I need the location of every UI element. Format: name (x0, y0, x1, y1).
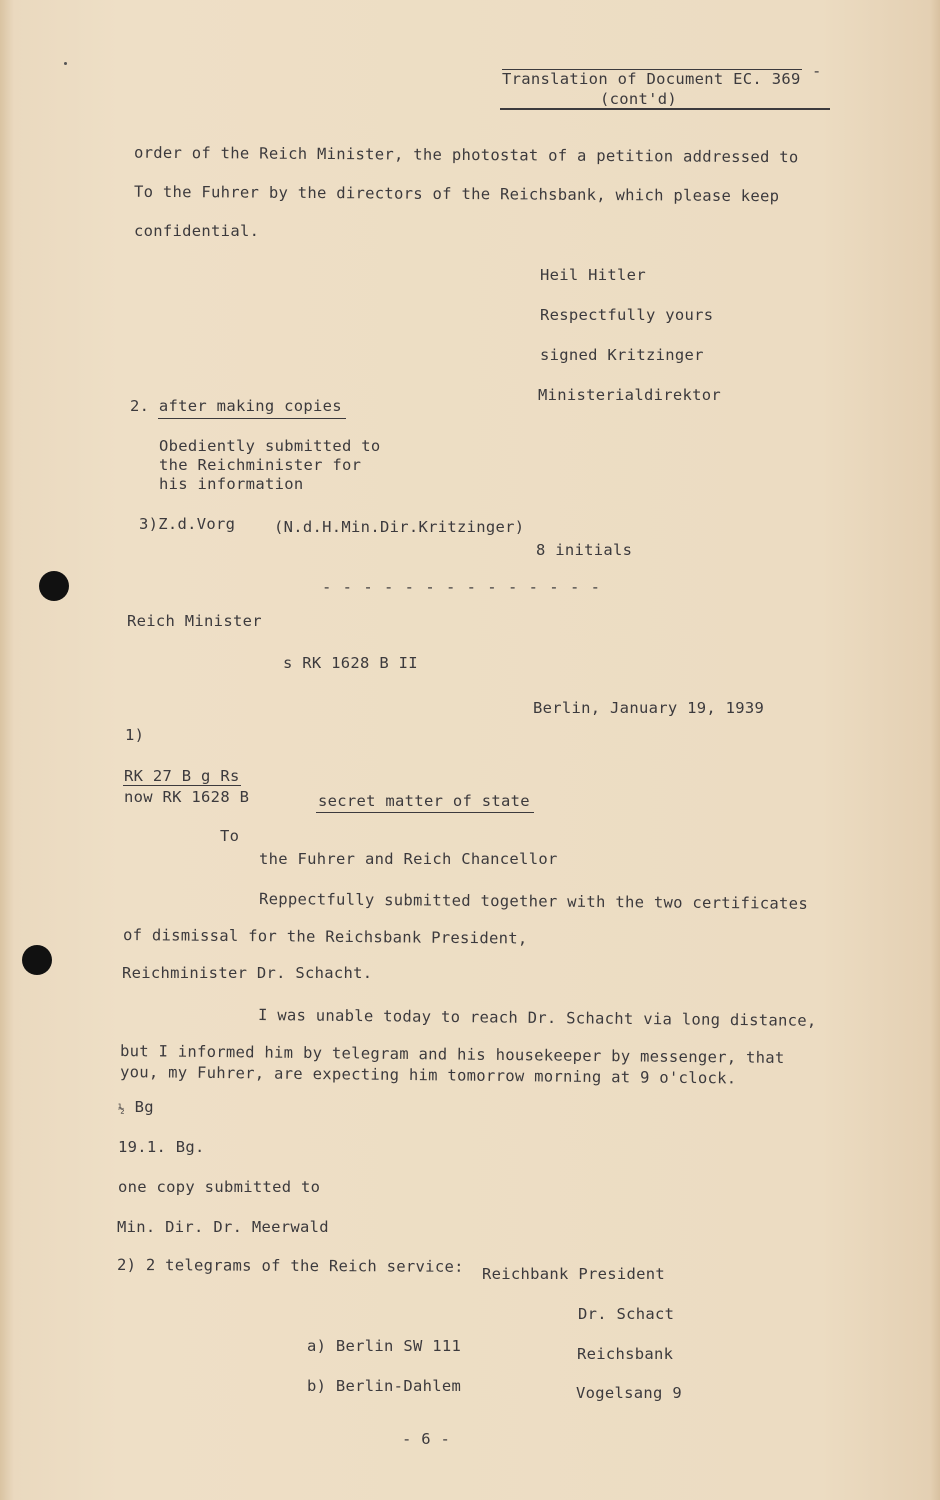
letter2-copy-line: one copy submitted to (118, 1178, 321, 1196)
punch-hole (39, 571, 69, 601)
letter2-ref: s RK 1628 B II (283, 654, 418, 672)
letter2-to: To (220, 827, 240, 845)
letter2-body2-line1: I was unable today to reach Dr. Schacht via long distance, (257, 1006, 817, 1030)
letter2-classification: secret matter of state (318, 792, 530, 810)
item3-left: 3)Z.d.Vorg (139, 515, 236, 533)
letter2-body2-line2: but I informed him by telegram and his housekeeper by messenger, that (119, 1042, 785, 1067)
header-dash: - (812, 62, 822, 80)
letter2-item2: 2) 2 telegrams of the Reich service: (116, 1256, 464, 1276)
header-bottom-rule (500, 108, 830, 110)
item2-line3: his information (159, 475, 304, 493)
para1-line2: To the Fuhrer by the directors of the Reichsbank, which please keep (133, 182, 780, 206)
ref-old-underline (123, 785, 241, 786)
speck-mark (64, 62, 67, 65)
letter2-addressee: the Fuhrer and Reich Chancellor (259, 850, 558, 868)
letter2-date: Berlin, January 19, 1939 (533, 699, 765, 717)
header-title: Translation of Document EC. 369 (502, 70, 801, 88)
punch-hole (22, 945, 52, 975)
letter2-ref-old: RK 27 B g Rs (124, 767, 240, 785)
mark-fraction: ½ (118, 1102, 125, 1115)
header-subtitle: (cont'd) (600, 90, 678, 108)
para1-line1: order of the Reich Minister, the photostat of a petition addressed to (133, 143, 799, 167)
closing-respectfully: Respectfully yours (540, 306, 714, 324)
letter2-recipient-name: Dr. Schact (578, 1305, 675, 1323)
address-a-label: a) Berlin SW 111 (307, 1337, 462, 1355)
page-number: - 6 - (402, 1430, 451, 1448)
letter2-date-mark: 19.1. Bg. (118, 1138, 205, 1156)
letter2-body1-line1: Reppectfully submitted together with the two certificates (258, 890, 809, 913)
letter2-copy-to: Min. Dir. Dr. Meerwald (117, 1218, 329, 1236)
letter2-item1: 1) (125, 726, 145, 744)
classification-underline (316, 812, 534, 813)
handwritten-mark (118, 1098, 154, 1116)
letter2-body1-line2: of dismissal for the Reichsbank President, (122, 926, 528, 948)
closing-signed: signed Kritzinger (540, 346, 704, 364)
address-b-value: Vogelsang 9 (576, 1384, 682, 1402)
closing-title: Ministerialdirektor (538, 386, 722, 404)
initials: 8 initials (536, 541, 633, 559)
item2-line1: Obediently submitted to (159, 437, 381, 455)
address-b-label: b) Berlin-Dahlem (307, 1377, 462, 1395)
address-a-value: Reichsbank (577, 1345, 674, 1363)
item2-underline (158, 418, 346, 419)
item3-right: (N.d.H.Min.Dir.Kritzinger) (274, 518, 525, 536)
letter2-body1-line3: Reichminister Dr. Schacht. (122, 964, 373, 982)
closing-salutation: Heil Hitler (540, 266, 646, 284)
letter2-ref-new: now RK 1628 B (124, 788, 250, 806)
letter2-from: Reich Minister (127, 612, 262, 630)
section-separator: - - - - - - - - - - - - - - (322, 578, 601, 596)
letter2-body2-line3: you, my Fuhrer, are expecting him tomorrow morning at 9 o'clock. (119, 1063, 737, 1088)
letter2-recipient: Reichbank President (482, 1265, 666, 1283)
para1-line3: confidential. (134, 222, 260, 240)
item2-label: 2. after making copies (130, 397, 342, 415)
mark-initials: Bg (134, 1098, 154, 1116)
item2-line2: the Reichminister for (159, 456, 362, 474)
